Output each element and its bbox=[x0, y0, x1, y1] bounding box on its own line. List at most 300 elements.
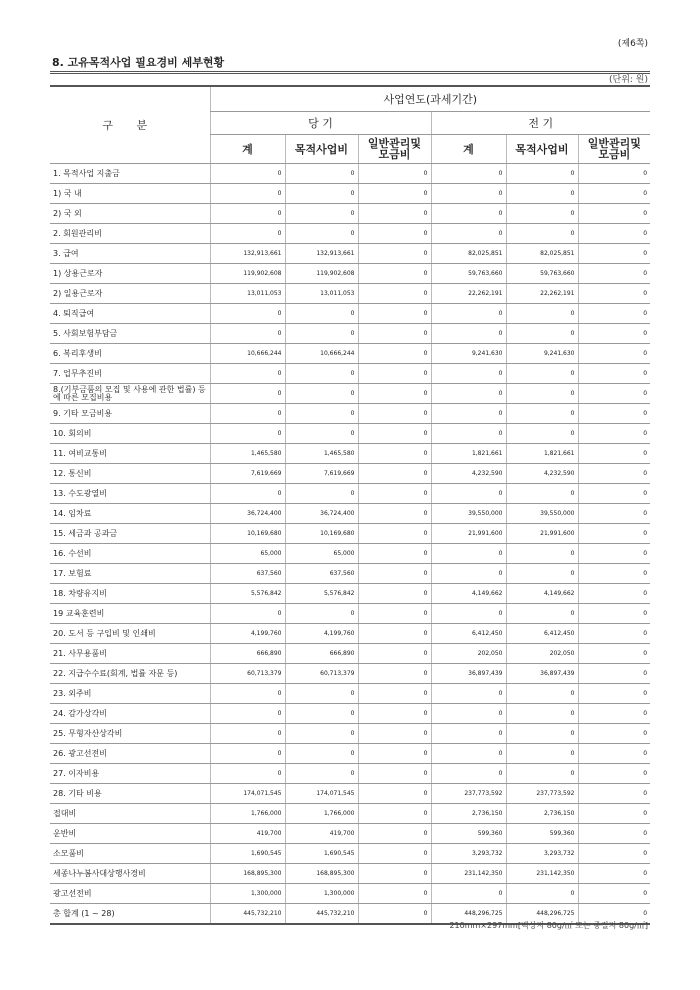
row-value: 0 bbox=[285, 364, 358, 384]
row-value: 0 bbox=[578, 604, 650, 624]
page-number: (제6쪽) bbox=[617, 39, 648, 49]
table-row bbox=[50, 684, 650, 704]
row-value: 0 bbox=[431, 684, 506, 704]
table-row bbox=[50, 704, 650, 724]
row-value: 0 bbox=[578, 384, 650, 404]
row-value: 448,296,725 bbox=[431, 904, 506, 925]
row-value: 0 bbox=[578, 564, 650, 584]
row-value: 202,050 bbox=[506, 644, 578, 664]
row-value: 9,241,630 bbox=[506, 344, 578, 364]
row-label: 20. 도서 등 구입비 및 인쇄비 bbox=[50, 624, 210, 644]
row-value: 0 bbox=[578, 664, 650, 684]
row-value: 0 bbox=[578, 424, 650, 444]
row-label: 21. 사무용품비 bbox=[50, 644, 210, 664]
row-value: 0 bbox=[358, 164, 431, 184]
row-value: 637,560 bbox=[210, 564, 285, 584]
row-value: 21,991,600 bbox=[506, 524, 578, 544]
row-value: 0 bbox=[506, 184, 578, 204]
row-value: 231,142,350 bbox=[506, 864, 578, 884]
row-value: 1,690,545 bbox=[285, 844, 358, 864]
row-value: 0 bbox=[578, 804, 650, 824]
table-row bbox=[50, 664, 650, 684]
row-value: 0 bbox=[358, 484, 431, 504]
row-label: 접대비 bbox=[50, 804, 210, 824]
row-value: 0 bbox=[210, 184, 285, 204]
row-value: 0 bbox=[358, 764, 431, 784]
row-value: 0 bbox=[358, 804, 431, 824]
row-value: 4,149,662 bbox=[431, 584, 506, 604]
row-value: 0 bbox=[578, 524, 650, 544]
row-label: 총 합계 (1 ~ 28) bbox=[50, 904, 210, 925]
row-label: 운반비 bbox=[50, 824, 210, 844]
row-value: 3,293,732 bbox=[506, 844, 578, 864]
table-row bbox=[50, 564, 650, 584]
row-value: 0 bbox=[358, 544, 431, 564]
row-value: 21,991,600 bbox=[431, 524, 506, 544]
row-value: 0 bbox=[358, 624, 431, 644]
row-value: 36,724,400 bbox=[285, 504, 358, 524]
row-value: 0 bbox=[358, 684, 431, 704]
row-value: 2,736,150 bbox=[506, 804, 578, 824]
row-value: 0 bbox=[431, 204, 506, 224]
table-row bbox=[50, 764, 650, 784]
row-value: 0 bbox=[578, 484, 650, 504]
row-value: 0 bbox=[210, 324, 285, 344]
row-value: 0 bbox=[358, 724, 431, 744]
row-value: 419,700 bbox=[285, 824, 358, 844]
row-value: 0 bbox=[506, 164, 578, 184]
row-value: 0 bbox=[578, 904, 650, 925]
title-rule bbox=[50, 71, 650, 74]
row-value: 0 bbox=[506, 604, 578, 624]
row-value: 0 bbox=[506, 424, 578, 444]
row-value: 0 bbox=[431, 164, 506, 184]
row-value: 0 bbox=[210, 304, 285, 324]
table-row bbox=[50, 884, 650, 904]
row-label: 16. 수선비 bbox=[50, 544, 210, 564]
row-value: 0 bbox=[358, 424, 431, 444]
row-value: 4,232,590 bbox=[506, 464, 578, 484]
row-label: 23. 외주비 bbox=[50, 684, 210, 704]
row-value: 132,913,661 bbox=[285, 244, 358, 264]
row-value: 237,773,592 bbox=[431, 784, 506, 804]
row-value: 0 bbox=[431, 484, 506, 504]
row-value: 0 bbox=[358, 304, 431, 324]
row-value: 0 bbox=[285, 404, 358, 424]
row-value: 13,011,053 bbox=[210, 284, 285, 304]
row-value: 0 bbox=[506, 564, 578, 584]
row-value: 60,713,379 bbox=[285, 664, 358, 684]
expense-table bbox=[50, 85, 650, 925]
row-value: 0 bbox=[358, 604, 431, 624]
row-value: 0 bbox=[358, 324, 431, 344]
row-value: 0 bbox=[578, 204, 650, 224]
row-value: 1,465,580 bbox=[210, 444, 285, 464]
row-value: 0 bbox=[210, 164, 285, 184]
row-value: 6,412,450 bbox=[431, 624, 506, 644]
row-value: 0 bbox=[210, 604, 285, 624]
row-value: 0 bbox=[358, 664, 431, 684]
row-value: 0 bbox=[578, 264, 650, 284]
row-value: 0 bbox=[578, 784, 650, 804]
row-value: 9,241,630 bbox=[431, 344, 506, 364]
row-value: 0 bbox=[210, 704, 285, 724]
row-value: 0 bbox=[506, 384, 578, 404]
row-value: 82,025,851 bbox=[431, 244, 506, 264]
table-row bbox=[50, 784, 650, 804]
row-value: 0 bbox=[578, 284, 650, 304]
row-value: 0 bbox=[431, 744, 506, 764]
row-value: 0 bbox=[578, 364, 650, 384]
row-label: 11. 여비교통비 bbox=[50, 444, 210, 464]
row-label: 소모품비 bbox=[50, 844, 210, 864]
row-value: 0 bbox=[578, 184, 650, 204]
row-value: 666,890 bbox=[285, 644, 358, 664]
table-row bbox=[50, 304, 650, 324]
row-value: 0 bbox=[578, 724, 650, 744]
header-col-4: 목적사업비 bbox=[506, 135, 578, 164]
row-value: 59,763,660 bbox=[431, 264, 506, 284]
row-value: 0 bbox=[578, 864, 650, 884]
table-row bbox=[50, 184, 650, 204]
row-value: 0 bbox=[358, 184, 431, 204]
row-label: 광고선전비 bbox=[50, 884, 210, 904]
row-value: 0 bbox=[431, 604, 506, 624]
row-value: 7,619,669 bbox=[285, 464, 358, 484]
row-value: 0 bbox=[358, 264, 431, 284]
row-value: 39,550,000 bbox=[506, 504, 578, 524]
row-value: 4,149,662 bbox=[506, 584, 578, 604]
row-value: 0 bbox=[578, 224, 650, 244]
row-value: 0 bbox=[285, 764, 358, 784]
row-label: 22. 지급수수료(회계, 법률 자문 등) bbox=[50, 664, 210, 684]
row-value: 599,360 bbox=[431, 824, 506, 844]
row-value: 637,560 bbox=[285, 564, 358, 584]
row-value: 0 bbox=[506, 324, 578, 344]
row-value: 0 bbox=[578, 644, 650, 664]
row-label: 8.(기부금품의 모집 및 사용에 관한 법률) 등에 따른 모집비용 bbox=[50, 384, 210, 404]
row-label: 2. 회원관리비 bbox=[50, 224, 210, 244]
row-value: 0 bbox=[578, 704, 650, 724]
row-value: 4,199,760 bbox=[210, 624, 285, 644]
row-value: 0 bbox=[578, 884, 650, 904]
row-value: 174,071,545 bbox=[210, 784, 285, 804]
row-value: 22,262,191 bbox=[506, 284, 578, 304]
row-value: 0 bbox=[358, 204, 431, 224]
row-value: 132,913,661 bbox=[210, 244, 285, 264]
row-value: 0 bbox=[578, 444, 650, 464]
row-value: 0 bbox=[210, 404, 285, 424]
row-value: 0 bbox=[358, 404, 431, 424]
row-value: 0 bbox=[506, 404, 578, 424]
row-value: 0 bbox=[358, 244, 431, 264]
row-value: 445,732,210 bbox=[210, 904, 285, 925]
table-row bbox=[50, 204, 650, 224]
row-value: 0 bbox=[358, 524, 431, 544]
row-value: 0 bbox=[431, 704, 506, 724]
row-value: 168,895,300 bbox=[210, 864, 285, 884]
table-row bbox=[50, 864, 650, 884]
row-value: 13,011,053 bbox=[285, 284, 358, 304]
row-label: 5. 사회보험부담금 bbox=[50, 324, 210, 344]
row-value: 6,412,450 bbox=[506, 624, 578, 644]
header-col-5: 일반관리및 모금비 bbox=[578, 135, 650, 164]
row-value: 0 bbox=[285, 184, 358, 204]
row-value: 0 bbox=[285, 224, 358, 244]
row-value: 1,300,000 bbox=[210, 884, 285, 904]
row-value: 0 bbox=[578, 344, 650, 364]
row-value: 0 bbox=[285, 484, 358, 504]
row-value: 0 bbox=[431, 324, 506, 344]
row-value: 0 bbox=[506, 544, 578, 564]
row-label: 19 교육훈련비 bbox=[50, 604, 210, 624]
row-value: 0 bbox=[358, 224, 431, 244]
row-label: 14. 임차료 bbox=[50, 504, 210, 524]
row-value: 1,465,580 bbox=[285, 444, 358, 464]
row-value: 5,576,842 bbox=[285, 584, 358, 604]
row-value: 0 bbox=[578, 744, 650, 764]
table-row bbox=[50, 344, 650, 364]
row-value: 0 bbox=[431, 724, 506, 744]
row-value: 0 bbox=[358, 844, 431, 864]
row-value: 0 bbox=[578, 584, 650, 604]
header-period: 사업연도(과세기간) bbox=[210, 86, 650, 112]
row-value: 1,766,000 bbox=[285, 804, 358, 824]
row-label: 3. 급여 bbox=[50, 244, 210, 264]
section-title: 8. 고유목적사업 필요경비 세부현황 bbox=[52, 56, 225, 69]
row-value: 0 bbox=[506, 224, 578, 244]
row-label: 10. 회의비 bbox=[50, 424, 210, 444]
row-value: 22,262,191 bbox=[431, 284, 506, 304]
table-row bbox=[50, 484, 650, 504]
row-value: 0 bbox=[506, 764, 578, 784]
row-value: 0 bbox=[431, 764, 506, 784]
row-label: 4. 퇴직급여 bbox=[50, 304, 210, 324]
row-value: 39,550,000 bbox=[431, 504, 506, 524]
row-value: 3,293,732 bbox=[431, 844, 506, 864]
table-row bbox=[50, 284, 650, 304]
row-value: 0 bbox=[358, 864, 431, 884]
table-row bbox=[50, 364, 650, 384]
row-value: 168,895,300 bbox=[285, 864, 358, 884]
table-row bbox=[50, 264, 650, 284]
row-value: 0 bbox=[578, 504, 650, 524]
row-value: 0 bbox=[431, 364, 506, 384]
row-value: 65,000 bbox=[285, 544, 358, 564]
table-row bbox=[50, 524, 650, 544]
row-value: 0 bbox=[506, 364, 578, 384]
row-value: 0 bbox=[210, 424, 285, 444]
header-gubun: 구 분 bbox=[50, 86, 210, 164]
table-row bbox=[50, 644, 650, 664]
row-value: 174,071,545 bbox=[285, 784, 358, 804]
table-row bbox=[50, 504, 650, 524]
table-row bbox=[50, 324, 650, 344]
row-value: 0 bbox=[506, 724, 578, 744]
row-value: 0 bbox=[578, 464, 650, 484]
row-value: 599,360 bbox=[506, 824, 578, 844]
row-value: 0 bbox=[358, 884, 431, 904]
row-label: 26. 광고선전비 bbox=[50, 744, 210, 764]
table-row bbox=[50, 224, 650, 244]
row-value: 1,690,545 bbox=[210, 844, 285, 864]
table-row bbox=[50, 724, 650, 744]
row-value: 119,902,608 bbox=[210, 264, 285, 284]
row-value: 4,232,590 bbox=[431, 464, 506, 484]
row-label: 세종나누봄사대상행사경비 bbox=[50, 864, 210, 884]
row-value: 36,897,439 bbox=[431, 664, 506, 684]
table-row bbox=[50, 444, 650, 464]
row-label: 12. 통신비 bbox=[50, 464, 210, 484]
row-value: 1,300,000 bbox=[285, 884, 358, 904]
table-row bbox=[50, 804, 650, 824]
row-value: 0 bbox=[431, 224, 506, 244]
row-value: 36,897,439 bbox=[506, 664, 578, 684]
row-label: 25. 무형자산상각비 bbox=[50, 724, 210, 744]
row-value: 0 bbox=[506, 204, 578, 224]
table-row bbox=[50, 404, 650, 424]
row-value: 4,199,760 bbox=[285, 624, 358, 644]
table-row bbox=[50, 624, 650, 644]
row-label: 1) 국 내 bbox=[50, 184, 210, 204]
row-value: 0 bbox=[578, 544, 650, 564]
row-label: 15. 세금과 공과금 bbox=[50, 524, 210, 544]
row-value: 448,296,725 bbox=[506, 904, 578, 925]
row-value: 0 bbox=[285, 684, 358, 704]
row-value: 0 bbox=[431, 424, 506, 444]
row-value: 0 bbox=[358, 384, 431, 404]
row-value: 0 bbox=[358, 784, 431, 804]
row-value: 0 bbox=[506, 704, 578, 724]
row-value: 10,169,680 bbox=[285, 524, 358, 544]
row-value: 0 bbox=[285, 204, 358, 224]
row-value: 0 bbox=[285, 704, 358, 724]
row-value: 0 bbox=[431, 384, 506, 404]
table-row bbox=[50, 424, 650, 444]
table-row bbox=[50, 384, 650, 404]
row-value: 0 bbox=[358, 504, 431, 524]
row-value: 0 bbox=[506, 304, 578, 324]
row-value: 0 bbox=[210, 724, 285, 744]
row-label: 2) 국 외 bbox=[50, 204, 210, 224]
row-value: 0 bbox=[358, 344, 431, 364]
row-value: 36,724,400 bbox=[210, 504, 285, 524]
row-label: 24. 감가상각비 bbox=[50, 704, 210, 724]
row-value: 0 bbox=[210, 364, 285, 384]
row-value: 0 bbox=[285, 604, 358, 624]
row-label: 2) 일용근로자 bbox=[50, 284, 210, 304]
table-row bbox=[50, 844, 650, 864]
row-value: 0 bbox=[578, 684, 650, 704]
paper-spec-footer: 210mm×297mm[백상지 80g/㎡ 또는 중질지 80g/㎡] bbox=[449, 921, 648, 930]
row-value: 0 bbox=[578, 824, 650, 844]
row-value: 0 bbox=[431, 304, 506, 324]
table-row bbox=[50, 824, 650, 844]
row-label: 18. 차량유지비 bbox=[50, 584, 210, 604]
row-value: 0 bbox=[358, 444, 431, 464]
row-value: 0 bbox=[285, 384, 358, 404]
row-value: 0 bbox=[506, 744, 578, 764]
row-value: 0 bbox=[285, 724, 358, 744]
row-value: 0 bbox=[285, 324, 358, 344]
row-value: 202,050 bbox=[431, 644, 506, 664]
row-value: 0 bbox=[210, 384, 285, 404]
row-value: 10,666,244 bbox=[210, 344, 285, 364]
header-col-3: 계 bbox=[431, 135, 506, 164]
row-value: 0 bbox=[578, 844, 650, 864]
row-value: 0 bbox=[358, 564, 431, 584]
row-value: 231,142,350 bbox=[431, 864, 506, 884]
row-value: 0 bbox=[578, 304, 650, 324]
row-value: 0 bbox=[358, 644, 431, 664]
row-label: 27. 이자비용 bbox=[50, 764, 210, 784]
row-value: 0 bbox=[506, 884, 578, 904]
row-value: 0 bbox=[358, 364, 431, 384]
row-label: 1) 상용근로자 bbox=[50, 264, 210, 284]
header-current: 당 기 bbox=[210, 112, 431, 135]
table-row bbox=[50, 604, 650, 624]
row-value: 0 bbox=[210, 204, 285, 224]
row-value: 0 bbox=[431, 544, 506, 564]
row-value: 0 bbox=[210, 684, 285, 704]
row-value: 445,732,210 bbox=[285, 904, 358, 925]
table-row bbox=[50, 744, 650, 764]
table-row bbox=[50, 464, 650, 484]
row-value: 7,619,669 bbox=[210, 464, 285, 484]
row-value: 2,736,150 bbox=[431, 804, 506, 824]
row-value: 0 bbox=[578, 404, 650, 424]
row-value: 82,025,851 bbox=[506, 244, 578, 264]
row-value: 0 bbox=[431, 884, 506, 904]
row-value: 0 bbox=[358, 584, 431, 604]
row-value: 60,713,379 bbox=[210, 664, 285, 684]
row-label: 7. 업무추진비 bbox=[50, 364, 210, 384]
row-value: 10,666,244 bbox=[285, 344, 358, 364]
row-value: 0 bbox=[285, 164, 358, 184]
row-value: 0 bbox=[358, 284, 431, 304]
header-col-2: 일반관리및 모금비 bbox=[358, 135, 431, 164]
row-value: 119,902,608 bbox=[285, 264, 358, 284]
unit-label: (단위: 원) bbox=[609, 75, 648, 85]
row-value: 0 bbox=[578, 244, 650, 264]
row-label: 9. 기타 모금비용 bbox=[50, 404, 210, 424]
row-label: 1. 목적사업 지출금 bbox=[50, 164, 210, 184]
row-label: 17. 보험료 bbox=[50, 564, 210, 584]
row-value: 65,000 bbox=[210, 544, 285, 564]
row-value: 0 bbox=[285, 424, 358, 444]
row-value: 0 bbox=[578, 164, 650, 184]
row-value: 0 bbox=[358, 744, 431, 764]
row-value: 0 bbox=[210, 484, 285, 504]
row-value: 1,821,661 bbox=[506, 444, 578, 464]
row-value: 0 bbox=[506, 684, 578, 704]
row-value: 10,169,680 bbox=[210, 524, 285, 544]
row-value: 0 bbox=[358, 904, 431, 925]
row-value: 237,773,592 bbox=[506, 784, 578, 804]
table-row bbox=[50, 544, 650, 564]
row-value: 419,700 bbox=[210, 824, 285, 844]
row-value: 0 bbox=[210, 744, 285, 764]
row-value: 0 bbox=[578, 624, 650, 644]
table-row bbox=[50, 584, 650, 604]
row-value: 0 bbox=[210, 224, 285, 244]
table-row bbox=[50, 164, 650, 184]
row-value: 59,763,660 bbox=[506, 264, 578, 284]
row-value: 0 bbox=[431, 564, 506, 584]
row-value: 0 bbox=[578, 764, 650, 784]
row-value: 5,576,842 bbox=[210, 584, 285, 604]
row-value: 0 bbox=[578, 324, 650, 344]
